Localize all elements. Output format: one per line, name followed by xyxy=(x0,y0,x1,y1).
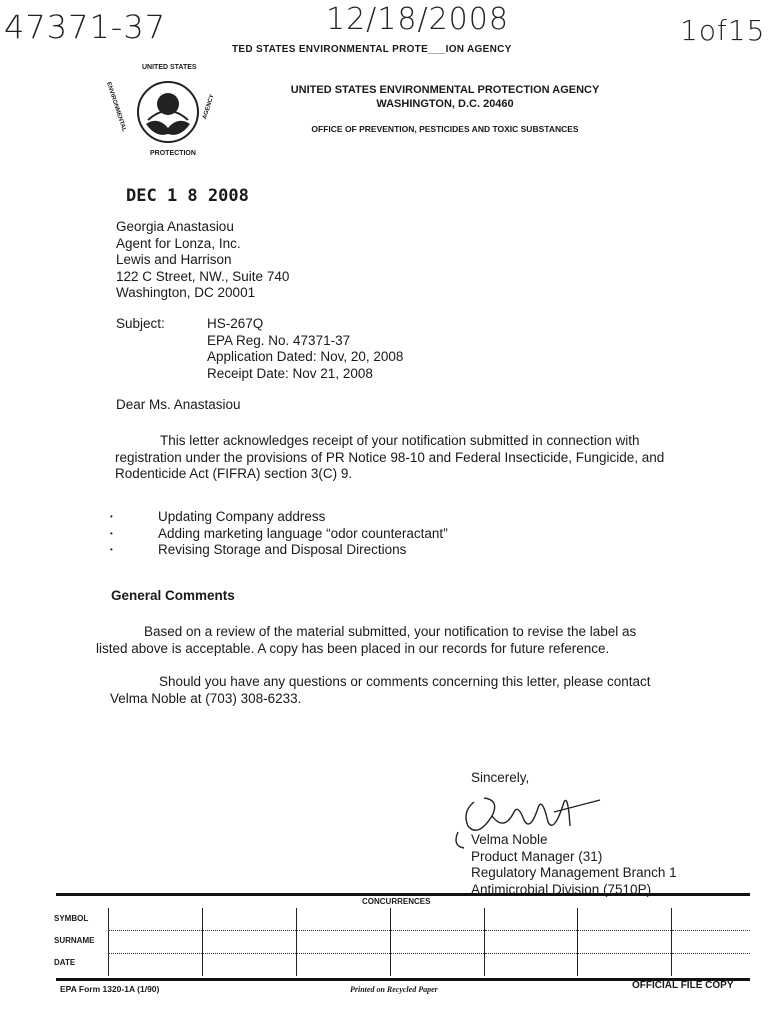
form-cell[interactable] xyxy=(484,908,578,931)
paragraph-line: Velma Noble at (703) 308-6233. xyxy=(110,690,302,706)
table-row xyxy=(109,931,751,954)
recipient-line: Lewis and Harrison xyxy=(116,252,232,267)
concurrences-label: CONCURRENCES xyxy=(362,897,431,906)
form-cell[interactable] xyxy=(202,931,296,954)
recipient-line: 122 C Street, NW., Suite 740 xyxy=(116,268,290,284)
paragraph-line: Based on a review of the material submitted, your notification to revise the label as xyxy=(144,624,637,639)
recycled-note: Printed on Recycled Paper xyxy=(350,985,438,994)
paragraph-line: registration under the provisions of PR Notice 98-10 and Federal Insecticide, Fungicide, and xyxy=(115,449,665,465)
list-item: • Updating Company address xyxy=(110,509,326,524)
paragraph-acknowledgement xyxy=(115,433,715,483)
seal-text-bottom: PROTECTION xyxy=(150,150,196,157)
concurrences-grid xyxy=(108,908,750,976)
recipient-line: Georgia Anastasiou xyxy=(116,219,234,234)
agency-city: WASHINGTON, D.C. 20460 xyxy=(376,98,514,110)
list-item: • Adding marketing language “odor counteractant” xyxy=(110,525,448,541)
subject-line: HS-267Q xyxy=(207,316,264,331)
form-cell[interactable] xyxy=(390,931,484,954)
form-cell[interactable] xyxy=(109,908,203,931)
subject-label: Subject: xyxy=(116,316,165,331)
form-cell[interactable] xyxy=(109,931,203,954)
recipient-address xyxy=(116,219,289,302)
subject-block xyxy=(207,316,403,382)
handwritten-file-number: 47371-37 xyxy=(4,8,167,46)
form-top-rule xyxy=(56,893,750,896)
signatory-name: Velma Noble xyxy=(471,832,548,847)
paragraph-line: This letter acknowledges receipt of your notification submitted in connection with xyxy=(160,433,640,448)
paragraph-line: Rodenticide Act (FIFRA) section 3(C) 9. xyxy=(115,466,353,481)
paragraph-line: listed above is acceptable. A copy has been placed in our records for future reference. xyxy=(96,640,610,656)
row-label-date: DATE xyxy=(54,958,76,967)
general-comments-heading: General Comments xyxy=(111,588,235,603)
subject-line: Receipt Date: Nov 21, 2008 xyxy=(207,365,373,381)
recipient-line: Agent for Lonza, Inc. xyxy=(116,235,241,251)
form-cell[interactable] xyxy=(296,931,390,954)
date-stamp: DEC 1 8 2008 xyxy=(126,186,249,206)
closing: Sincerely, xyxy=(471,770,530,785)
signatory-title: Product Manager (31) xyxy=(471,848,603,864)
form-cell[interactable] xyxy=(296,908,390,931)
table-row xyxy=(109,954,751,977)
form-cell[interactable] xyxy=(202,954,296,977)
agency-name: UNITED STATES ENVIRONMENTAL PROTECTION AGENCY xyxy=(290,84,600,96)
form-cell[interactable] xyxy=(390,954,484,977)
form-cell[interactable] xyxy=(390,908,484,931)
seal-text-right: AGENCY xyxy=(202,93,216,121)
form-cell[interactable] xyxy=(578,931,672,954)
form-cell[interactable] xyxy=(672,908,750,931)
paragraph-review xyxy=(96,624,736,657)
form-cell[interactable] xyxy=(484,954,578,977)
change-list xyxy=(110,509,448,559)
form-cell[interactable] xyxy=(484,931,578,954)
signatory-block xyxy=(471,832,677,898)
table-row xyxy=(109,908,751,931)
form-cell[interactable] xyxy=(672,931,750,954)
paragraph-line: Should you have any questions or comments concerning this letter, please contact xyxy=(159,674,651,689)
row-label-surname: SURNAME xyxy=(54,936,95,945)
agency-office: OFFICE OF PREVENTION, PESTICIDES AND TOXIC SUBSTANCES xyxy=(311,124,579,134)
form-cell[interactable] xyxy=(296,954,390,977)
seal-text-top: UNITED STATES xyxy=(142,64,197,71)
form-cell[interactable] xyxy=(578,908,672,931)
form-cell[interactable] xyxy=(202,908,296,931)
recipient-line: Washington, DC 20001 xyxy=(116,285,256,300)
handwritten-date: 12/18/2008 xyxy=(326,2,509,37)
list-item: • Revising Storage and Disposal Directions xyxy=(110,542,407,557)
form-number: EPA Form 1320-1A (1/90) xyxy=(60,984,160,994)
row-label-symbol: SYMBOL xyxy=(54,914,89,923)
handwritten-page-count: 1of15 xyxy=(680,14,766,47)
subject-line: EPA Reg. No. 47371-37 xyxy=(207,332,351,348)
subject-line: Application Dated: Nov, 20, 2008 xyxy=(207,349,404,364)
official-file-copy: OFFICIAL FILE COPY xyxy=(632,980,734,991)
form-row-labels xyxy=(54,908,95,974)
salutation: Dear Ms. Anastasiou xyxy=(116,397,241,412)
signatory-division: Antimicrobial Division (7510P) xyxy=(471,881,652,897)
form-cell[interactable] xyxy=(672,954,750,977)
signatory-branch: Regulatory Management Branch 1 xyxy=(471,865,677,880)
top-header-line: TED STATES ENVIRONMENTAL PROTE___ION AGENCY xyxy=(232,44,512,55)
form-cell[interactable] xyxy=(109,954,203,977)
form-cell[interactable] xyxy=(578,954,672,977)
seal-text-left: ENVIRONMENTAL xyxy=(105,81,127,133)
paragraph-contact xyxy=(110,674,730,707)
